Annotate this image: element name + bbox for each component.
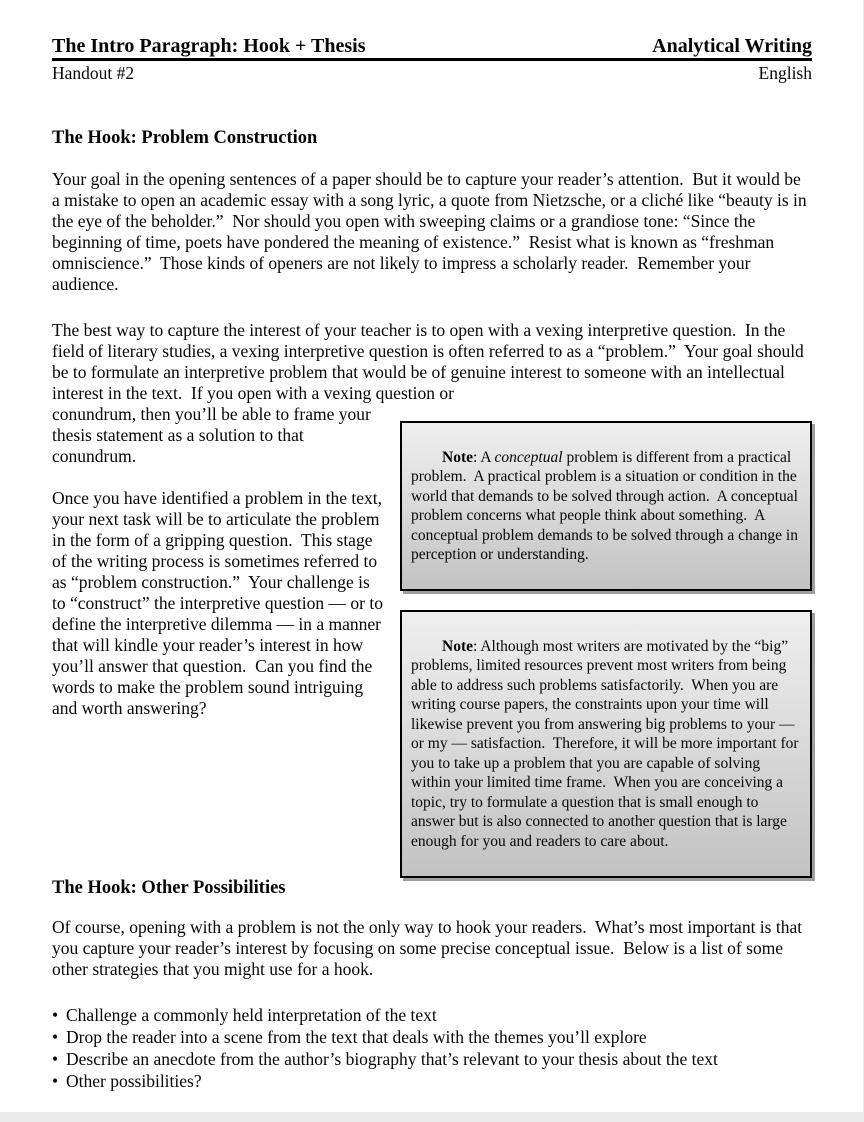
note-label: Note	[442, 448, 473, 466]
list-item-text: Challenge a commonly held interpretation of the text	[66, 1004, 437, 1025]
hook-strategies-list	[52, 1004, 812, 1092]
subject-name: English	[758, 63, 812, 83]
note-boxes-column	[400, 404, 812, 878]
document-subheader	[52, 63, 812, 84]
note-text-before-italic: : A	[473, 448, 495, 466]
list-item	[52, 1048, 812, 1070]
paragraph-vexing-question-tail: conundrum, then you’ll be able to frame your thesis statement as a solution to that conundrum.	[52, 404, 376, 466]
note-box-conceptual-problem	[400, 421, 812, 591]
list-item	[52, 1004, 812, 1026]
note-text: : Although most writers are motivated by the “big” problems, limited resources prevent most writers from being able to address such problems satisfactorily. When you are writing course papers, the constraints upon your time will likewise prevent you from answering big problems to your — or my — satisfaction. Therefore, it will be more important for you to take up a problem that you are capable of solving within your limited time frame. When you are conceiving a topic, try to formulate a question that is small enough to answer but is also connected to another question that is large enough for you and readers to care about.	[411, 637, 803, 850]
left-text-column	[52, 404, 388, 719]
section-heading-other-possibilities: The Hook: Other Possibilities	[52, 877, 286, 898]
bullet-icon: •	[52, 1026, 59, 1047]
list-item	[52, 1070, 812, 1092]
list-item-text: Drop the reader into a scene from the text that deals with the themes you’ll explore	[66, 1026, 647, 1047]
list-item	[52, 1026, 812, 1048]
bullet-icon: •	[52, 1048, 59, 1069]
paragraph-other-strategies: Of course, opening with a problem is not the only way to hook your readers. What’s most important is that you capture your reader’s interest by focusing on some precise conceptual issue. Below is a list of some other strategies that you might use for a hook.	[52, 916, 807, 979]
document-header	[52, 36, 812, 61]
paragraph-vexing-question-lead: The best way to capture the interest of your teacher is to open with a vexing interpretive question. In the field of literary studies, a vexing interpretive question is often referred to as a “problem.” Your goal should be to formulate an interpretive problem that would be of genuine interest to someone with an intellectual interest in the text. If you open with a vexing question or	[52, 320, 809, 403]
section-heading-problem-construction: The Hook: Problem Construction	[52, 128, 318, 148]
bullet-icon: •	[52, 1070, 59, 1091]
paragraph-problem-articulation: Once you have identified a problem in the text, your next task will be to articulate the problem in the form of a gripping question. This stage of the writing process is sometimes referred to as “problem construction.” Your challenge is to “construct” the interpretive question — or to define the interpretive dilemma — in a manner that will kindle your reader’s interest in how you’ll answer that question. Can you find the words to make the problem sound intriguing and worth answering?	[52, 488, 388, 718]
paragraph-opening-advice: Your goal in the opening sentences of a paper should be to capture your reader’s attention. But it would be a mistake to open an academic essay with a song lyric, a quote from Nietzsche, or a cliché like “beauty is in the eye of the beholder.” Nor should you open with sweeping claims or a grandiose tone: “Since the beginning of time, poets have pondered the meaning of existence.” Resist what is known as “freshman omniscience.” Those kinds of openers are not likely to impress a scholarly reader. Remember your audience.	[52, 169, 812, 294]
page-bottom-edge	[0, 1112, 864, 1122]
document-title: The Intro Paragraph: Hook + Thesis	[52, 35, 366, 57]
note-italic-word: conceptual	[494, 448, 563, 466]
note-label: Note	[442, 637, 473, 655]
note-box-big-problems	[400, 610, 812, 878]
list-item-text: Other possibilities?	[66, 1070, 202, 1091]
bullet-icon: •	[52, 1004, 59, 1025]
two-column-section	[52, 404, 812, 878]
note-text-after-italic: problem is different from a practical problem. A practical problem is a situation or condition in the world that demands to be solved through action. A conceptual problem concerns what people think about something. A conceptual problem demands to be solved through a change in perception or understanding.	[411, 448, 802, 563]
handout-number: Handout #2	[52, 63, 135, 83]
list-item-text: Describe an anecdote from the author’s biography that’s relevant to your thesis about the text	[66, 1048, 718, 1069]
course-name: Analytical Writing	[652, 35, 812, 57]
